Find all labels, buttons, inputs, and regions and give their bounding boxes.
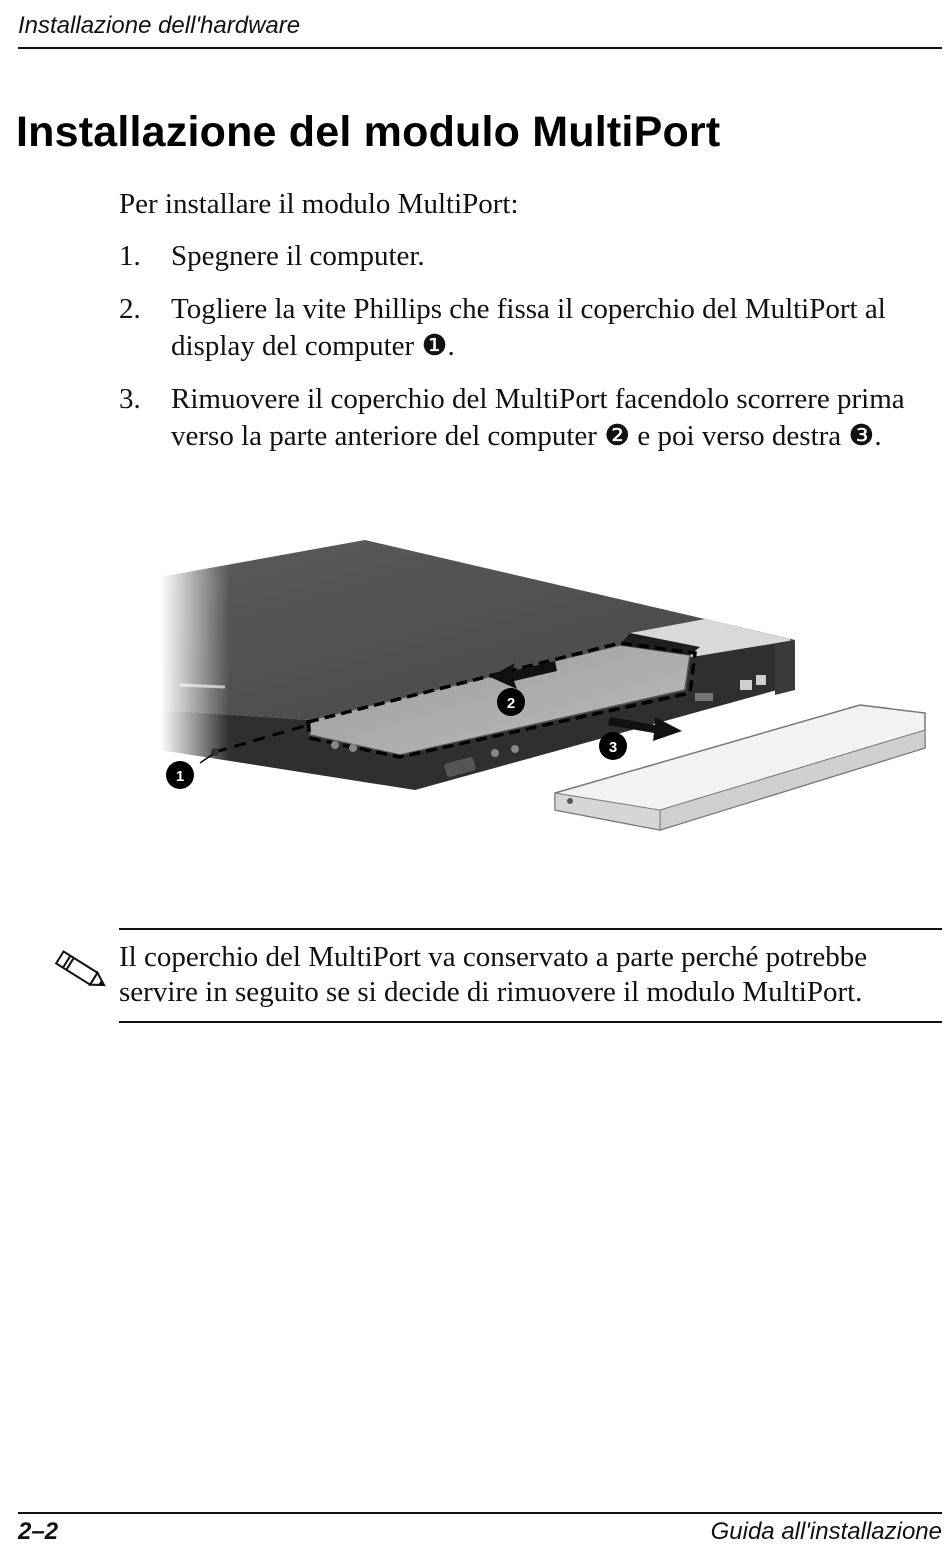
step-text: Spegnere il computer. — [171, 240, 425, 272]
callout-3 — [599, 732, 627, 760]
pencil-note-icon — [46, 944, 110, 996]
step-item — [119, 381, 939, 455]
step-item — [119, 238, 939, 275]
laptop-illustration — [160, 535, 930, 845]
footer-document-title: Guida all'installazione — [710, 1518, 942, 1545]
svg-text:2: 2 — [506, 695, 516, 712]
step-item — [119, 291, 939, 365]
note-text: Il coperchio del MultiPort va conservato a parte perché potrebbe servire in seguito se si decide di rimuovere il modulo MultiPort. — [119, 941, 868, 1008]
note-bottom-rule — [119, 1021, 942, 1023]
intro-text: Per installare il modulo MultiPort: — [119, 188, 519, 220]
section-title: Installazione del modulo MultiPort — [16, 108, 721, 156]
svg-text:3: 3 — [608, 739, 618, 756]
page-number: 2–2 — [18, 1518, 59, 1545]
callout-2 — [497, 688, 525, 716]
step-text: Rimuovere il coperchio del MultiPort facendolo scorrere prima verso la parte anteriore del computer ❷ e poi verso destra ❸. — [171, 383, 905, 452]
svg-text:1: 1 — [175, 768, 185, 785]
step-number: 3. — [119, 383, 141, 415]
step-number: 1. — [119, 240, 141, 272]
step-text: Togliere la vite Phillips che fissa il coperchio del MultiPort al display del computer ❶. — [171, 293, 886, 362]
header-rule — [18, 47, 942, 49]
multiport-illustration — [160, 535, 930, 845]
step-number: 2. — [119, 293, 141, 325]
step-list — [119, 238, 939, 455]
callout-1 — [166, 761, 194, 789]
running-header: Installazione dell'hardware — [18, 12, 301, 39]
note-top-rule — [119, 928, 942, 930]
footer-rule — [18, 1512, 942, 1514]
